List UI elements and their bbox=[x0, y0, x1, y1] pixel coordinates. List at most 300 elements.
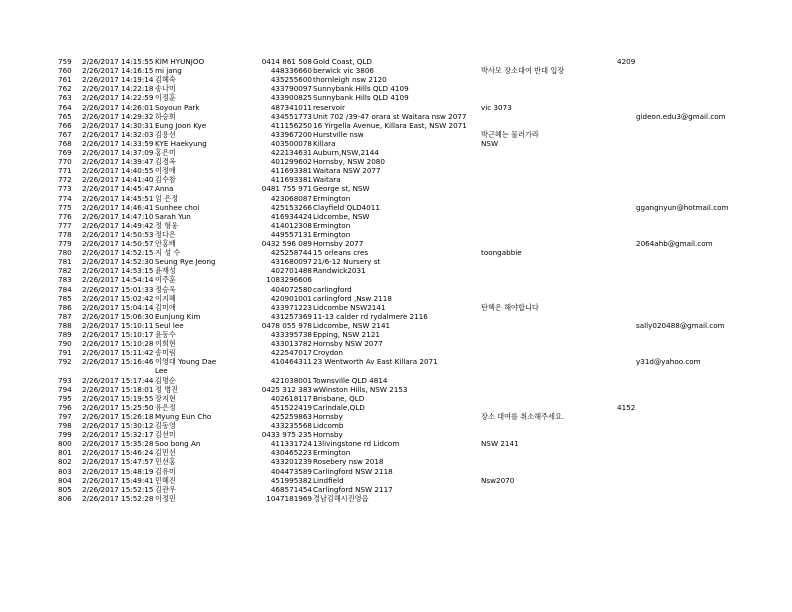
address-cell: 21/6-12 Nursery st bbox=[313, 257, 381, 267]
name-cell: 유은정 bbox=[155, 402, 176, 412]
timestamp-cell: 2/26/2017 14:52:30 bbox=[82, 257, 154, 267]
address-cell: Hornsby NSW 2077 bbox=[313, 339, 383, 349]
address-cell: Killara bbox=[313, 138, 336, 148]
table-row bbox=[0, 348, 792, 357]
phone-cell: 430465223 bbox=[270, 448, 312, 458]
phone-cell: 425258744 bbox=[270, 248, 312, 258]
table-row bbox=[0, 421, 792, 430]
name-cell: 정 병진 bbox=[155, 384, 179, 394]
row-number: 799 bbox=[58, 430, 72, 440]
row-number: 788 bbox=[58, 320, 72, 330]
name-cell: 민혜진 bbox=[155, 475, 176, 485]
table-row bbox=[0, 166, 792, 175]
address-cell: berwick vic 3806 bbox=[313, 66, 374, 76]
table-row bbox=[0, 139, 792, 148]
address-cell: 13livingstone rd Lidcom bbox=[313, 439, 400, 449]
timestamp-cell: 2/26/2017 15:25:50 bbox=[82, 402, 154, 412]
timestamp-cell: 2/26/2017 14:40:55 bbox=[82, 166, 154, 176]
row-number: 794 bbox=[58, 384, 72, 394]
row-number: 787 bbox=[58, 311, 72, 321]
timestamp-cell: 2/26/2017 15:30:12 bbox=[82, 421, 154, 430]
timestamp-cell: 2/26/2017 15:10:28 bbox=[82, 339, 154, 349]
table-row bbox=[0, 430, 792, 439]
phone-cell: 422134631 bbox=[270, 148, 312, 157]
table-row bbox=[0, 394, 792, 403]
table-row bbox=[0, 385, 792, 394]
row-number: 769 bbox=[58, 148, 72, 157]
address-cell: Epping, NSW 2121 bbox=[313, 330, 380, 339]
row-number: 805 bbox=[58, 484, 72, 494]
note-cell: toongabbie bbox=[481, 248, 522, 258]
row-number: 783 bbox=[58, 275, 72, 285]
timestamp-cell: 2/26/2017 14:46:41 bbox=[82, 202, 154, 212]
row-number: 767 bbox=[58, 129, 72, 139]
name-cell: 송미림 bbox=[155, 348, 176, 358]
postcode-cell: 4209 bbox=[617, 57, 636, 66]
address-cell: carlingford bbox=[313, 284, 352, 294]
name-cell: 김민선 bbox=[155, 448, 176, 458]
phone-cell: 411156250 bbox=[270, 120, 312, 130]
timestamp-cell: 2/26/2017 14:32:03 bbox=[82, 129, 154, 139]
note-cell: NSW bbox=[481, 138, 499, 148]
timestamp-cell: 2/26/2017 14:33:59 bbox=[82, 138, 154, 148]
row-number: 806 bbox=[58, 493, 72, 503]
name-cell: 김유미 bbox=[155, 466, 176, 476]
table-row bbox=[0, 194, 792, 203]
address-cell: Lidcomb bbox=[313, 421, 344, 430]
table-row bbox=[0, 121, 792, 130]
name-cell: Sunhee choi bbox=[155, 202, 200, 212]
name-cell: Soo bong An bbox=[155, 439, 201, 449]
phone-cell: 449557131 bbox=[270, 229, 312, 239]
address-cell: Ermington bbox=[313, 448, 351, 458]
row-number: 795 bbox=[58, 393, 72, 403]
row-number: 772 bbox=[58, 175, 72, 185]
name-cell: 김혜숙 bbox=[155, 75, 176, 85]
note-cell: 장소 대여를 취소해주세요. bbox=[481, 411, 565, 421]
phone-cell: 451995382 bbox=[270, 475, 312, 485]
timestamp-cell: 2/26/2017 14:19:14 bbox=[82, 75, 154, 85]
row-number: 777 bbox=[58, 220, 72, 230]
timestamp-cell: 2/26/2017 14:50:57 bbox=[82, 239, 154, 248]
row-number: 798 bbox=[58, 421, 72, 430]
timestamp-cell: 2/26/2017 15:06:30 bbox=[82, 311, 154, 321]
address-cell: Carlingford NSW 2117 bbox=[313, 484, 393, 494]
phone-cell: 425259863 bbox=[270, 411, 312, 421]
name-cell: Anna bbox=[155, 184, 174, 194]
timestamp-cell: 2/26/2017 14:45:51 bbox=[82, 193, 154, 203]
timestamp-cell: 2/26/2017 14:54:14 bbox=[82, 275, 154, 285]
phone-cell: 411331724 bbox=[270, 439, 312, 449]
name-cell: 김용선 bbox=[155, 129, 176, 139]
address-cell: Unit 702 /39-47 orara st Waitara nsw 2077 bbox=[313, 111, 467, 121]
table-row bbox=[0, 103, 792, 112]
table-row bbox=[0, 57, 792, 66]
timestamp-cell: 2/26/2017 14:45:47 bbox=[82, 184, 154, 194]
email-cell: 2064ahb@gmail.com bbox=[636, 239, 713, 248]
table-row bbox=[0, 275, 792, 284]
phone-cell: 451522419 bbox=[270, 402, 312, 412]
row-number: 797 bbox=[58, 411, 72, 421]
name-cell: Seung Rye Jeong bbox=[155, 257, 216, 267]
address-cell: 15 orleans cres bbox=[313, 248, 369, 258]
timestamp-cell: 2/26/2017 15:01:33 bbox=[82, 284, 154, 294]
name-cell: 지 성 수 bbox=[155, 248, 181, 258]
table-row bbox=[0, 294, 792, 303]
row-number: 803 bbox=[58, 466, 72, 476]
phone-cell: 433235568 bbox=[270, 421, 312, 430]
table-row bbox=[0, 330, 792, 339]
timestamp-cell: 2/26/2017 14:15:55 bbox=[82, 57, 154, 66]
phone-cell: 433395738 bbox=[270, 330, 312, 339]
phone-cell: 0425 312 383 bbox=[261, 384, 312, 394]
address-cell: 16 Yirgella Avenue, Killara East, NSW 2071 bbox=[313, 120, 467, 130]
timestamp-cell: 2/26/2017 14:29:32 bbox=[82, 111, 154, 121]
row-number: 796 bbox=[58, 402, 72, 412]
row-number: 766 bbox=[58, 120, 72, 130]
timestamp-cell: 2/26/2017 14:22:59 bbox=[82, 93, 154, 103]
timestamp-cell: 2/26/2017 14:49:42 bbox=[82, 220, 154, 230]
name-cell: 정다은 bbox=[155, 229, 176, 239]
address-cell: Brisbane, QLD bbox=[313, 393, 365, 403]
address-cell: Lindfield bbox=[313, 475, 344, 485]
table-row bbox=[0, 203, 792, 212]
timestamp-cell: 2/26/2017 15:10:11 bbox=[82, 320, 154, 330]
timestamp-cell: 2/26/2017 15:35:28 bbox=[82, 439, 154, 449]
phone-cell: 1083296606 bbox=[266, 275, 312, 285]
address-cell: Ermington bbox=[313, 220, 351, 230]
timestamp-cell: 2/26/2017 14:41:40 bbox=[82, 175, 154, 185]
row-number: 789 bbox=[58, 330, 72, 339]
row-number: 801 bbox=[58, 448, 72, 458]
row-number: 793 bbox=[58, 375, 72, 385]
table-row bbox=[0, 221, 792, 230]
name-cell: Eunjung Kim bbox=[155, 311, 201, 321]
timestamp-cell: 2/26/2017 15:32:17 bbox=[82, 430, 154, 440]
row-number: 804 bbox=[58, 475, 72, 485]
row-number: 765 bbox=[58, 111, 72, 121]
timestamp-cell: 2/26/2017 15:48:19 bbox=[82, 466, 154, 476]
phone-cell: 448336660 bbox=[270, 66, 312, 76]
table-row bbox=[0, 448, 792, 457]
timestamp-cell: 2/26/2017 15:02:42 bbox=[82, 293, 154, 303]
address-cell: George st, NSW bbox=[313, 184, 370, 194]
row-number: 773 bbox=[58, 184, 72, 194]
address-cell: Lidcombe, NSW 2141 bbox=[313, 320, 391, 330]
row-number: 790 bbox=[58, 339, 72, 349]
row-number: 776 bbox=[58, 211, 72, 221]
phone-cell: 402618117 bbox=[270, 393, 312, 403]
name-cell: 김미애 bbox=[155, 302, 176, 312]
phone-cell: 411693381 bbox=[270, 166, 312, 176]
table-row bbox=[0, 439, 792, 448]
address-cell: Hurstville nsw bbox=[313, 129, 364, 139]
table-row bbox=[0, 184, 792, 193]
phone-cell: 431257369 bbox=[270, 311, 312, 321]
table-row bbox=[0, 239, 792, 248]
name-cell: Seul lee bbox=[155, 320, 184, 330]
row-number: 763 bbox=[58, 93, 72, 103]
table-row bbox=[0, 467, 792, 476]
address-cell: Ermington bbox=[313, 229, 351, 239]
timestamp-cell: 2/26/2017 14:50:53 bbox=[82, 229, 154, 239]
row-number: 761 bbox=[58, 75, 72, 85]
table-row bbox=[0, 266, 792, 275]
row-number: 802 bbox=[58, 457, 72, 467]
note-cell: Nsw2070 bbox=[481, 475, 515, 485]
address-cell: Croydon bbox=[313, 348, 343, 358]
name-cell: 김수참 bbox=[155, 175, 176, 185]
timestamp-cell: 2/26/2017 14:16:15 bbox=[82, 66, 154, 76]
address-cell: Gold Coast, QLD bbox=[313, 57, 372, 66]
name-cell: 장지현 bbox=[155, 393, 176, 403]
name-cell: Eung Joon Kye bbox=[155, 120, 207, 130]
table-row bbox=[0, 285, 792, 294]
table-row bbox=[0, 412, 792, 421]
table-row bbox=[0, 303, 792, 312]
row-number: 786 bbox=[58, 302, 72, 312]
name-cell: 김동영 bbox=[155, 421, 176, 430]
timestamp-cell: 2/26/2017 14:52:15 bbox=[82, 248, 154, 258]
table-row bbox=[0, 476, 792, 485]
address-cell: Hornsby 2077 bbox=[313, 239, 364, 248]
address-cell: Hornsby bbox=[313, 430, 343, 440]
note-cell: vic 3073 bbox=[481, 102, 512, 112]
timestamp-cell: 2/26/2017 14:26:01 bbox=[82, 102, 154, 112]
row-number: 768 bbox=[58, 138, 72, 148]
row-number: 784 bbox=[58, 284, 72, 294]
timestamp-cell: 2/26/2017 15:47:57 bbox=[82, 457, 154, 467]
name-cell: 김명순 bbox=[155, 375, 176, 385]
email-cell: gideon.edu3@gmail.com bbox=[636, 111, 726, 121]
address-cell: Townsville QLD 4814 bbox=[313, 375, 388, 385]
name-cell-continuation: Lee bbox=[155, 366, 168, 376]
address-cell: Hornsby bbox=[313, 411, 343, 421]
phone-cell: 411693381 bbox=[270, 175, 312, 185]
phone-cell: 435255600 bbox=[270, 75, 312, 85]
row-number: 791 bbox=[58, 348, 72, 358]
address-cell: reservoir bbox=[313, 102, 345, 112]
name-cell: 윤동수 bbox=[155, 330, 176, 339]
phone-cell: 434551773 bbox=[270, 111, 312, 121]
row-number: 792 bbox=[58, 357, 72, 367]
table-row bbox=[0, 257, 792, 266]
name-cell: 정 형웅 bbox=[155, 220, 179, 230]
timestamp-cell: 2/26/2017 15:11:42 bbox=[82, 348, 154, 358]
table-row bbox=[0, 457, 792, 466]
address-cell: 11-13 calder rd rydalmere 2116 bbox=[313, 311, 428, 321]
name-cell: 안홍배 bbox=[155, 239, 176, 248]
address-cell: Lidcombe, NSW bbox=[313, 211, 370, 221]
table-row bbox=[0, 230, 792, 239]
table-row bbox=[0, 93, 792, 102]
phone-cell: 404473589 bbox=[270, 466, 312, 476]
row-number: 775 bbox=[58, 202, 72, 212]
row-number: 785 bbox=[58, 293, 72, 303]
name-cell: Myung Eun Cho bbox=[155, 411, 212, 421]
address-cell: Waitara bbox=[313, 175, 341, 185]
table-row bbox=[0, 312, 792, 321]
phone-cell: 404072580 bbox=[270, 284, 312, 294]
timestamp-cell: 2/26/2017 15:17:44 bbox=[82, 375, 154, 385]
phone-cell: 422547017 bbox=[270, 348, 312, 358]
phone-cell: 0432 596 089 bbox=[261, 239, 312, 248]
table-row bbox=[0, 485, 792, 494]
name-cell: 이주훈 bbox=[155, 275, 176, 285]
address-cell: Lidcombe NSW2141 bbox=[313, 302, 386, 312]
timestamp-cell: 2/26/2017 15:46:24 bbox=[82, 448, 154, 458]
phone-cell: 433971223 bbox=[270, 302, 312, 312]
name-cell: 이영대 Young Dae bbox=[155, 357, 217, 367]
table-row bbox=[0, 148, 792, 157]
table-row bbox=[0, 66, 792, 75]
name-cell: 윤재성 bbox=[155, 266, 176, 276]
phone-cell: 401299602 bbox=[270, 157, 312, 167]
phone-cell: 416934424 bbox=[270, 211, 312, 221]
address-cell: Carlingford NSW 2118 bbox=[313, 466, 393, 476]
address-cell: Clayfield QLD4011 bbox=[313, 202, 380, 212]
address-cell: Sunnybank Hills QLD 4109 bbox=[313, 93, 409, 103]
address-cell: 경남김해시진영읍 bbox=[313, 493, 369, 503]
name-cell: 하승희 bbox=[155, 111, 176, 121]
table-row bbox=[0, 112, 792, 121]
address-cell: Rosebery nsw 2018 bbox=[313, 457, 384, 467]
phone-cell: 423068087 bbox=[270, 193, 312, 203]
address-cell: Ermington bbox=[313, 193, 351, 203]
name-cell: 김경옥 bbox=[155, 157, 176, 167]
timestamp-cell: 2/26/2017 14:53:15 bbox=[82, 266, 154, 276]
postcode-cell: 4152 bbox=[617, 402, 636, 412]
table-row bbox=[0, 321, 792, 330]
row-number: 764 bbox=[58, 102, 72, 112]
address-cell: carlingford ,Nsw 2118 bbox=[313, 293, 392, 303]
row-number: 762 bbox=[58, 84, 72, 94]
timestamp-cell: 2/26/2017 15:49:41 bbox=[82, 475, 154, 485]
name-cell: KIM HYUNJOO bbox=[155, 57, 205, 66]
name-cell: 이정민 bbox=[155, 493, 176, 503]
table-row bbox=[0, 157, 792, 166]
phone-cell: 1047181969 bbox=[266, 493, 312, 503]
address-cell: wWinston Hills, NSW 2153 bbox=[313, 384, 408, 394]
row-number: 774 bbox=[58, 193, 72, 203]
row-number: 759 bbox=[58, 57, 72, 66]
name-cell: KYE Haekyung bbox=[155, 138, 207, 148]
timestamp-cell: 2/26/2017 15:18:01 bbox=[82, 384, 154, 394]
name-cell: 임 은정 bbox=[155, 193, 179, 203]
timestamp-cell: 2/26/2017 15:26:18 bbox=[82, 411, 154, 421]
phone-cell: 433201239 bbox=[270, 457, 312, 467]
row-number: 778 bbox=[58, 229, 72, 239]
table-row bbox=[0, 339, 792, 348]
phone-cell: 420901001 bbox=[270, 293, 312, 303]
name-cell: 송나미 bbox=[155, 84, 176, 94]
phone-cell: 0414 861 508 bbox=[261, 57, 312, 66]
note-cell: 박근혜는 물러가라 bbox=[481, 129, 539, 139]
timestamp-cell: 2/26/2017 14:47:10 bbox=[82, 211, 154, 221]
phone-cell: 402701488 bbox=[270, 266, 312, 276]
table-row bbox=[0, 357, 792, 376]
phone-cell: 0433 975 235 bbox=[261, 430, 312, 440]
row-number: 779 bbox=[58, 239, 72, 248]
name-cell: 홍은미 bbox=[155, 148, 176, 157]
timestamp-cell: 2/26/2017 14:22:18 bbox=[82, 84, 154, 94]
address-cell: 23 Wentworth Av East Killara 2071 bbox=[313, 357, 438, 367]
phone-cell: 0481 755 971 bbox=[261, 184, 312, 194]
phone-cell: 410464311 bbox=[270, 357, 312, 367]
table-row bbox=[0, 75, 792, 84]
row-number: 800 bbox=[58, 439, 72, 449]
table-row bbox=[0, 403, 792, 412]
phone-cell: 0478 055 978 bbox=[261, 320, 312, 330]
name-cell: 김선미 bbox=[155, 430, 176, 440]
table-row bbox=[0, 248, 792, 257]
address-cell: Sunnybank Hills QLD 4109 bbox=[313, 84, 409, 94]
phone-cell: 433790097 bbox=[270, 84, 312, 94]
note-cell: 탄핵은 해야합니다 bbox=[481, 302, 539, 312]
address-cell: thornleigh nsw 2120 bbox=[313, 75, 387, 85]
table-row bbox=[0, 494, 792, 503]
name-cell: 이희현 bbox=[155, 339, 176, 349]
name-cell: 민선홍 bbox=[155, 457, 176, 467]
note-cell: NSW 2141 bbox=[481, 439, 519, 449]
phone-cell: 425153266 bbox=[270, 202, 312, 212]
table-row bbox=[0, 212, 792, 221]
address-cell: Randwick2031 bbox=[313, 266, 366, 276]
phone-cell: 433013782 bbox=[270, 339, 312, 349]
phone-cell: 403500078 bbox=[270, 138, 312, 148]
table-row bbox=[0, 130, 792, 139]
note-cell: 박사모 장소대여 반대 입장 bbox=[481, 66, 565, 76]
row-number: 760 bbox=[58, 66, 72, 76]
timestamp-cell: 2/26/2017 15:16:46 bbox=[82, 357, 154, 367]
table-row bbox=[0, 376, 792, 385]
table-row bbox=[0, 84, 792, 93]
row-number: 770 bbox=[58, 157, 72, 167]
timestamp-cell: 2/26/2017 15:10:17 bbox=[82, 330, 154, 339]
timestamp-cell: 2/26/2017 15:52:15 bbox=[82, 484, 154, 494]
timestamp-cell: 2/26/2017 15:19:55 bbox=[82, 393, 154, 403]
phone-cell: 414012308 bbox=[270, 220, 312, 230]
name-cell: 김관우 bbox=[155, 484, 176, 494]
phone-cell: 421038001 bbox=[270, 375, 312, 385]
phone-cell: 433900825 bbox=[270, 93, 312, 103]
name-cell: Soyoun Park bbox=[155, 102, 200, 112]
email-cell: y31d@yahoo.com bbox=[636, 357, 701, 367]
phone-cell: 468571454 bbox=[270, 484, 312, 494]
name-cell: 이정애 bbox=[155, 166, 176, 176]
name-cell: mi jang bbox=[155, 66, 182, 76]
table-row bbox=[0, 175, 792, 184]
name-cell: 정승욱 bbox=[155, 284, 176, 294]
address-cell: Carindale,QLD bbox=[313, 402, 365, 412]
timestamp-cell: 2/26/2017 14:39:47 bbox=[82, 157, 154, 167]
name-cell: 이정훈 bbox=[155, 93, 176, 103]
row-number: 781 bbox=[58, 257, 72, 267]
address-cell: Hornsby, NSW 2080 bbox=[313, 157, 385, 167]
timestamp-cell: 2/26/2017 15:52:28 bbox=[82, 493, 154, 503]
email-cell: ggangnyun@hotmail.com bbox=[636, 202, 729, 212]
timestamp-cell: 2/26/2017 14:30:31 bbox=[82, 120, 154, 130]
timestamp-cell: 2/26/2017 14:37:09 bbox=[82, 148, 154, 157]
row-number: 782 bbox=[58, 266, 72, 276]
name-cell: 이지혜 bbox=[155, 293, 176, 303]
phone-cell: 487341011 bbox=[270, 102, 312, 112]
row-number: 780 bbox=[58, 248, 72, 258]
email-cell: sally020488@gmail.com bbox=[636, 320, 725, 330]
name-cell: Sarah Yun bbox=[155, 211, 191, 221]
address-cell: Waitara NSW 2077 bbox=[313, 166, 381, 176]
phone-cell: 431680097 bbox=[270, 257, 312, 267]
